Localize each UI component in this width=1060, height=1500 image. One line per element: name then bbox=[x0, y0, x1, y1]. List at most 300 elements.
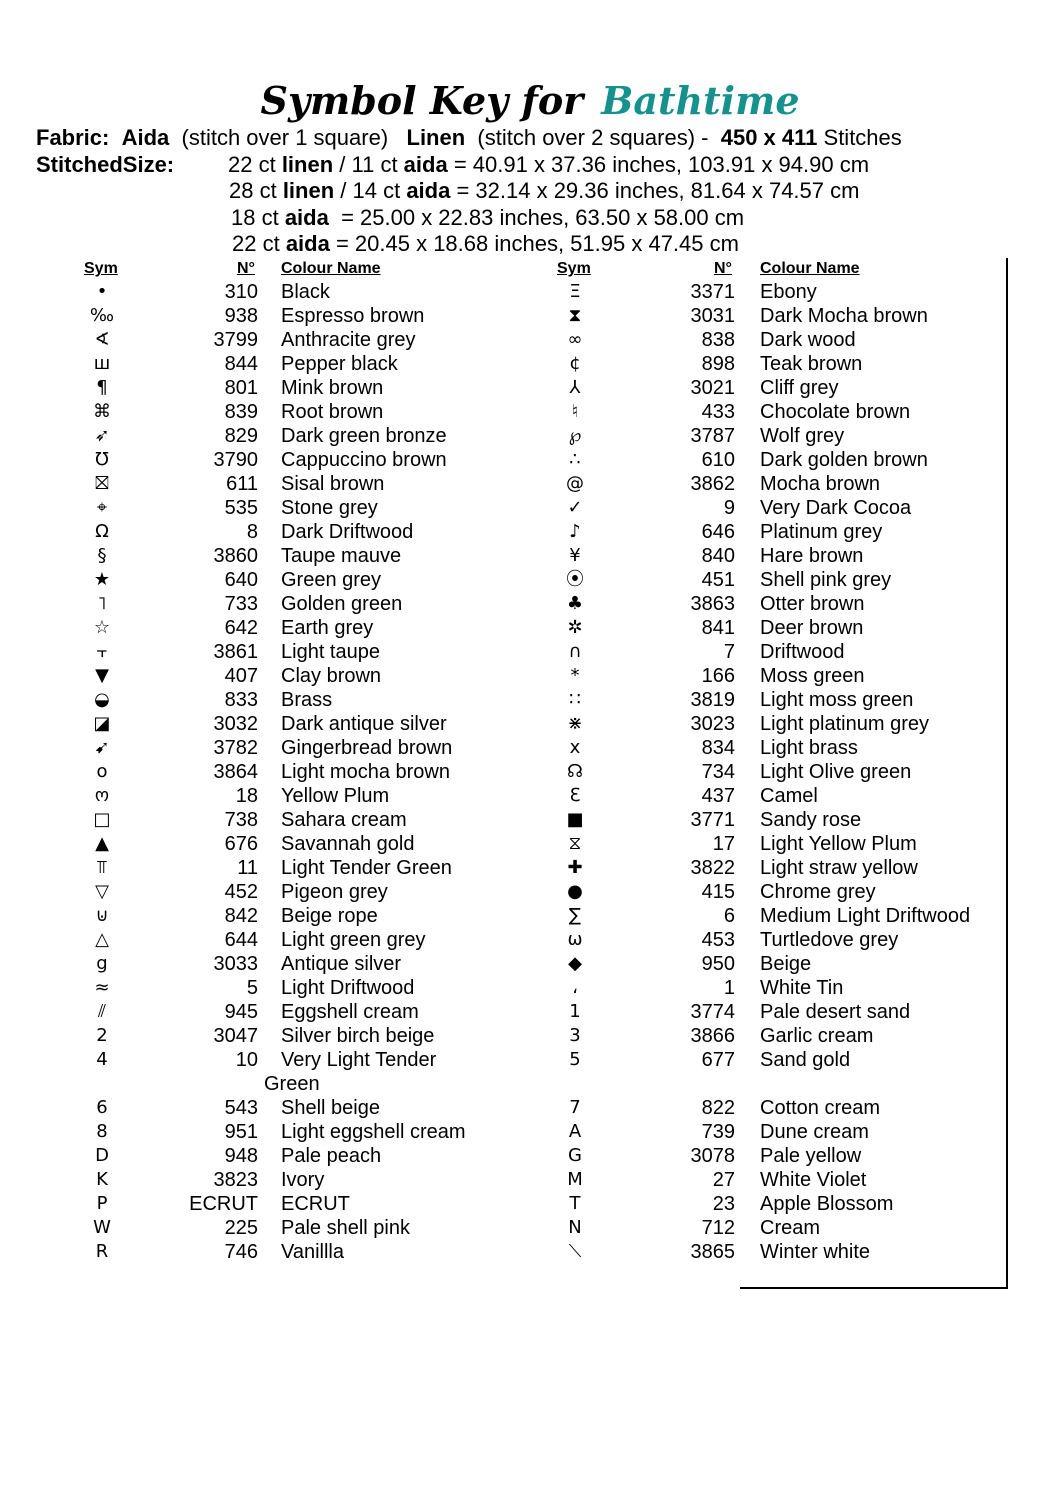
table-row bbox=[0, 784, 1060, 808]
number-left: 3861 bbox=[213, 641, 258, 663]
symbol-right: ♮ bbox=[571, 401, 579, 422]
number-right: 3862 bbox=[690, 473, 735, 495]
table-row bbox=[0, 592, 1060, 616]
symbol-left: P bbox=[96, 1193, 108, 1214]
table-row bbox=[0, 1216, 1060, 1240]
symbol-right: ، bbox=[572, 977, 578, 998]
number-left: 3799 bbox=[213, 329, 258, 351]
symbol-right: ☊ bbox=[567, 761, 583, 782]
fabric-linen: Linen bbox=[406, 125, 466, 150]
symbol-left: ⛝ bbox=[95, 473, 109, 494]
symbol-right: T bbox=[569, 1193, 581, 1214]
stitched-size-line: 28 ct linen / 14 ct aida = 32.14 x 29.36 inches, 81.64 x 74.57 cm bbox=[229, 178, 860, 203]
number-right: 898 bbox=[701, 353, 735, 375]
table-row bbox=[0, 424, 1060, 448]
symbol-left: ≈ bbox=[94, 977, 110, 998]
number-right: 453 bbox=[701, 929, 735, 951]
title-prefix: Symbol Key for bbox=[260, 78, 584, 123]
table-row bbox=[0, 832, 1060, 856]
symbol-left: ∢ bbox=[94, 329, 110, 350]
table-row bbox=[0, 904, 1060, 928]
number-left: 3790 bbox=[213, 449, 258, 471]
symbol-left: ⊍ bbox=[95, 905, 109, 926]
colour-name-right: Turtledove grey bbox=[760, 929, 899, 951]
colour-name-left: Very Light Tender bbox=[281, 1049, 437, 1071]
colour-name-right: Dark wood bbox=[760, 329, 856, 351]
number-right: 834 bbox=[701, 737, 735, 759]
colour-name-left: Eggshell cream bbox=[281, 1001, 419, 1023]
colour-name-right: Light platinum grey bbox=[760, 713, 929, 735]
table-row bbox=[0, 664, 1060, 688]
colour-name-left: Light taupe bbox=[281, 641, 380, 663]
number-right: 3771 bbox=[690, 809, 735, 831]
colour-name-left: Dark antique silver bbox=[281, 713, 447, 735]
number-right: 3865 bbox=[690, 1241, 735, 1263]
colour-name-right: Light straw yellow bbox=[760, 857, 918, 879]
number-left: 3864 bbox=[213, 761, 258, 783]
table-row bbox=[0, 520, 1060, 544]
symbol-left: 2 bbox=[96, 1025, 108, 1046]
number-right: 610 bbox=[701, 449, 735, 471]
colour-name-left: Dark Driftwood bbox=[281, 521, 414, 543]
number-left: 3033 bbox=[213, 953, 258, 975]
page-title bbox=[0, 78, 1060, 124]
stitched-size-line: 22 ct linen / 11 ct aida = 40.91 x 37.36 inches, 103.91 x 94.90 cm bbox=[228, 152, 870, 177]
number-left: 225 bbox=[224, 1217, 258, 1239]
symbol-right: x bbox=[569, 737, 581, 758]
symbol-left: ⌘ bbox=[93, 401, 111, 422]
number-left: 452 bbox=[224, 881, 258, 903]
number-left: 844 bbox=[224, 353, 258, 375]
colour-name-left: Pepper black bbox=[281, 353, 398, 375]
table-row bbox=[0, 952, 1060, 976]
colour-name-left: Dark green bronze bbox=[281, 425, 447, 447]
colour-name-right: Shell pink grey bbox=[760, 569, 892, 591]
colour-name-right: Driftwood bbox=[760, 641, 845, 663]
colour-name-left: Sisal brown bbox=[281, 473, 385, 495]
number-right: 840 bbox=[701, 545, 735, 567]
colour-name-left: ECRUT bbox=[281, 1193, 350, 1215]
header-name-left: Colour Name bbox=[281, 260, 381, 277]
number-right: 646 bbox=[701, 521, 735, 543]
symbol-right: ∞ bbox=[567, 329, 583, 350]
symbol-left: ➶ bbox=[94, 425, 110, 446]
table-row bbox=[0, 928, 1060, 952]
table-row bbox=[0, 712, 1060, 736]
symbol-right: Ξ bbox=[569, 281, 581, 302]
header-name-right: Colour Name bbox=[760, 260, 860, 277]
colour-name-right: Chrome grey bbox=[760, 881, 876, 903]
colour-name-right: White Tin bbox=[760, 977, 844, 999]
symbol-right: ⦿ bbox=[566, 569, 584, 590]
number-right: 451 bbox=[701, 569, 735, 591]
number-left: ECRUT bbox=[189, 1193, 258, 1215]
stitched-size-line: 18 ct aida = 25.00 x 22.83 inches, 63.50 x 58.00 cm bbox=[231, 205, 745, 230]
number-right: 950 bbox=[701, 953, 735, 975]
symbol-right: 7 bbox=[569, 1097, 581, 1118]
number-left: 11 bbox=[237, 857, 258, 879]
colour-name-right: Dune cream bbox=[760, 1121, 869, 1143]
symbol-left: ო bbox=[94, 785, 110, 806]
number-left: 535 bbox=[224, 497, 258, 519]
symbol-right: ⟍ bbox=[568, 1241, 582, 1262]
table-row bbox=[0, 976, 1060, 1000]
number-left: 642 bbox=[224, 617, 258, 639]
number-left: 833 bbox=[224, 689, 258, 711]
symbol-right: ∩ bbox=[568, 641, 582, 662]
number-left: 733 bbox=[224, 593, 258, 615]
number-left: 10 bbox=[235, 1049, 258, 1071]
number-right: 841 bbox=[701, 617, 735, 639]
pattern-name: Bathtime bbox=[601, 78, 800, 123]
symbol-left: ℧ bbox=[95, 449, 109, 470]
table-row bbox=[0, 736, 1060, 760]
colour-name-left: Light eggshell cream bbox=[281, 1121, 466, 1143]
colour-name-right: Cliff grey bbox=[760, 377, 839, 399]
stitches-label: Stitches bbox=[823, 125, 902, 150]
table-row bbox=[0, 304, 1060, 328]
colour-name-left: Light Driftwood bbox=[281, 977, 415, 999]
symbol-left: △ bbox=[95, 929, 109, 950]
table-row bbox=[0, 1240, 1060, 1264]
colour-name-left: Stone grey bbox=[281, 497, 378, 519]
colour-name-left: Sahara cream bbox=[281, 809, 407, 831]
colour-name-right: Wolf grey bbox=[760, 425, 845, 447]
symbol-right: ● bbox=[567, 881, 583, 902]
symbol-right: ■ bbox=[566, 809, 584, 830]
symbol-left: • bbox=[96, 281, 108, 302]
fabric-linen-note: (stitch over 2 squares) - bbox=[477, 125, 709, 150]
symbol-left: § bbox=[97, 545, 107, 566]
number-left: 738 bbox=[224, 809, 258, 831]
colour-name-right: Apple Blossom bbox=[760, 1193, 894, 1215]
colour-name-left: Mink brown bbox=[281, 377, 384, 399]
symbol-left: D bbox=[95, 1145, 109, 1166]
colour-name-left: Light Tender Green bbox=[281, 857, 452, 879]
symbol-right: 1 bbox=[569, 1001, 581, 1022]
colour-name-left: Earth grey bbox=[281, 617, 374, 639]
number-right: 1 bbox=[723, 977, 735, 999]
table-row bbox=[0, 616, 1060, 640]
colour-name-right: Cream bbox=[760, 1217, 821, 1239]
colour-name-right: Mocha brown bbox=[760, 473, 881, 495]
symbol-left: ˥ bbox=[97, 593, 107, 614]
symbol-right: ℇ bbox=[569, 785, 581, 806]
table-row bbox=[0, 448, 1060, 472]
colour-name-left: Taupe mauve bbox=[281, 545, 402, 567]
colour-name-right: Dark golden brown bbox=[760, 449, 928, 471]
number-left: 746 bbox=[224, 1241, 258, 1263]
symbol-left: ш bbox=[93, 353, 111, 374]
number-right: 7 bbox=[723, 641, 735, 663]
number-right: 739 bbox=[701, 1121, 735, 1143]
number-right: 3371 bbox=[690, 281, 735, 303]
colour-name-left: Gingerbread brown bbox=[281, 737, 453, 759]
symbol-left: ◪ bbox=[93, 713, 111, 734]
number-left: 842 bbox=[224, 905, 258, 927]
colour-name-left: Ivory bbox=[281, 1169, 325, 1191]
table-row bbox=[0, 568, 1060, 592]
colour-name-left: Light mocha brown bbox=[281, 761, 450, 783]
colour-name-right: Chocolate brown bbox=[760, 401, 911, 423]
colour-name-right: Beige bbox=[760, 953, 812, 975]
symbol-left: o bbox=[96, 761, 108, 782]
symbol-left: R bbox=[95, 1241, 109, 1262]
header-sym-left: Sym bbox=[84, 260, 118, 277]
number-left: 407 bbox=[224, 665, 258, 687]
number-left: 3782 bbox=[213, 737, 258, 759]
number-right: 677 bbox=[701, 1049, 735, 1071]
table-row bbox=[0, 808, 1060, 832]
symbol-left: ‰ bbox=[89, 305, 115, 326]
symbol-left: ▲ bbox=[95, 833, 109, 854]
symbol-right: M bbox=[567, 1169, 583, 1190]
symbol-left: 6 bbox=[96, 1097, 108, 1118]
symbol-left: ☆ bbox=[93, 617, 111, 638]
number-left: 3032 bbox=[213, 713, 258, 735]
table-row bbox=[0, 352, 1060, 376]
fabric-label: Fabric: bbox=[36, 125, 110, 150]
symbol-left: 4 bbox=[96, 1049, 108, 1070]
colour-name-right: Teak brown bbox=[760, 353, 863, 375]
colour-name-right: Hare brown bbox=[760, 545, 864, 567]
symbol-right: ⧗ bbox=[568, 305, 582, 326]
colour-name-left: Cappuccino brown bbox=[281, 449, 447, 471]
colour-name-right: Winter white bbox=[760, 1241, 871, 1263]
number-right: 3819 bbox=[690, 689, 735, 711]
number-right: 27 bbox=[712, 1169, 735, 1191]
symbol-right: ¢ bbox=[569, 353, 581, 374]
number-left: 3860 bbox=[213, 545, 258, 567]
number-right: 822 bbox=[701, 1097, 735, 1119]
table-row bbox=[0, 856, 1060, 880]
symbol-right: 3 bbox=[569, 1025, 581, 1046]
number-right: 712 bbox=[701, 1217, 735, 1239]
symbol-left: g bbox=[96, 953, 108, 974]
colour-name-right: Medium Light Driftwood bbox=[760, 905, 971, 927]
table-row bbox=[0, 280, 1060, 304]
number-left: 8 bbox=[246, 521, 258, 543]
table-row bbox=[0, 400, 1060, 424]
colour-name-left: Espresso brown bbox=[281, 305, 425, 327]
colour-name-right: Cotton cream bbox=[760, 1097, 881, 1119]
symbol-right: ℘ bbox=[568, 425, 582, 446]
number-right: 3866 bbox=[690, 1025, 735, 1047]
symbol-right: ∷ bbox=[569, 689, 581, 710]
colour-name-right: Dark Mocha brown bbox=[760, 305, 928, 327]
colour-name-right: Garlic cream bbox=[760, 1025, 874, 1047]
colour-name-right: Pale yellow bbox=[760, 1145, 862, 1167]
number-right: 415 bbox=[701, 881, 735, 903]
colour-name-left: Vanillla bbox=[281, 1241, 344, 1263]
colour-name-right: Platinum grey bbox=[760, 521, 883, 543]
number-right: 3078 bbox=[690, 1145, 735, 1167]
colour-name-right: Light Yellow Plum bbox=[760, 833, 917, 855]
table-row bbox=[0, 640, 1060, 664]
colour-name-left: Golden green bbox=[281, 593, 403, 615]
symbol-left: ➹ bbox=[94, 737, 110, 758]
table-row bbox=[0, 1192, 1060, 1216]
number-right: 3822 bbox=[690, 857, 735, 879]
number-right: 734 bbox=[701, 761, 735, 783]
fabric-line bbox=[36, 125, 902, 151]
number-left: 945 bbox=[224, 1001, 258, 1023]
header-sym-right: Sym bbox=[557, 260, 591, 277]
number-right: 17 bbox=[712, 833, 735, 855]
table-row bbox=[0, 688, 1060, 712]
number-left: 640 bbox=[224, 569, 258, 591]
symbol-right: ∴ bbox=[569, 449, 581, 470]
symbol-left: ⫽ bbox=[97, 1001, 107, 1022]
symbol-right: ◆ bbox=[568, 953, 582, 974]
number-left: 839 bbox=[224, 401, 258, 423]
number-left: 644 bbox=[224, 929, 258, 951]
colour-name-left: Shell beige bbox=[281, 1097, 380, 1119]
stitched-size-line: 22 ct aida = 20.45 x 18.68 inches, 51.95 x 47.45 cm bbox=[232, 231, 739, 256]
number-right: 3021 bbox=[690, 377, 735, 399]
colour-name-right: Ebony bbox=[760, 281, 817, 303]
table-row bbox=[0, 1000, 1060, 1024]
symbol-right: ✓ bbox=[567, 497, 583, 518]
symbol-right: ⧖ bbox=[568, 833, 582, 854]
colour-name-left-continued: Green bbox=[264, 1073, 320, 1095]
symbol-left: □ bbox=[93, 809, 111, 830]
number-right: 23 bbox=[712, 1193, 735, 1215]
table-row bbox=[0, 1048, 1060, 1096]
number-left: 310 bbox=[224, 281, 258, 303]
number-right: 6 bbox=[723, 905, 735, 927]
symbol-right: G bbox=[568, 1145, 582, 1166]
number-left: 829 bbox=[224, 425, 258, 447]
number-right: 437 bbox=[701, 785, 735, 807]
number-left: 543 bbox=[224, 1097, 258, 1119]
symbol-left: Ω bbox=[95, 521, 109, 542]
table-row bbox=[0, 544, 1060, 568]
symbol-left: ▽ bbox=[95, 881, 109, 902]
fabric-aida-note: (stitch over 1 square) bbox=[181, 125, 389, 150]
table-row bbox=[0, 1168, 1060, 1192]
colour-name-left: Savannah gold bbox=[281, 833, 415, 855]
number-right: 9 bbox=[723, 497, 735, 519]
symbol-left: K bbox=[96, 1169, 108, 1190]
number-left: 951 bbox=[224, 1121, 258, 1143]
colour-name-right: Otter brown bbox=[760, 593, 865, 615]
colour-name-right: Sand gold bbox=[760, 1049, 851, 1071]
symbol-left: 8 bbox=[96, 1121, 108, 1142]
number-left: 3823 bbox=[213, 1169, 258, 1191]
symbol-left: ▼ bbox=[95, 665, 109, 686]
symbol-right: ω bbox=[567, 929, 583, 950]
number-left: 611 bbox=[226, 473, 258, 495]
colour-name-left: Green grey bbox=[281, 569, 382, 591]
number-right: 3023 bbox=[690, 713, 735, 735]
colour-name-left: Pigeon grey bbox=[281, 881, 388, 903]
bottom-border-line bbox=[740, 1287, 1008, 1289]
colour-name-right: Pale desert sand bbox=[760, 1001, 911, 1023]
number-left: 3047 bbox=[213, 1025, 258, 1047]
table-row bbox=[0, 1024, 1060, 1048]
header-num-right: N° bbox=[714, 260, 732, 277]
number-left: 18 bbox=[235, 785, 258, 807]
colour-name-left: Yellow Plum bbox=[281, 785, 390, 807]
number-right: 3774 bbox=[690, 1001, 735, 1023]
symbol-right: ✚ bbox=[567, 857, 583, 878]
symbol-left: W bbox=[93, 1217, 111, 1238]
colour-name-left: Silver birch beige bbox=[281, 1025, 435, 1047]
symbol-left: ⌖ bbox=[96, 497, 108, 518]
symbol-right: A bbox=[568, 1121, 582, 1142]
colour-name-left: Anthracite grey bbox=[281, 329, 416, 351]
symbol-left: ⫪ bbox=[96, 857, 108, 878]
number-right: 3031 bbox=[690, 305, 735, 327]
colour-name-left: Clay brown bbox=[281, 665, 382, 687]
number-right: 433 bbox=[701, 401, 735, 423]
symbol-right: * bbox=[570, 665, 580, 686]
stitched-size-label: StitchedSize: bbox=[36, 152, 175, 177]
colour-name-right: White Violet bbox=[760, 1169, 867, 1191]
table-row bbox=[0, 1120, 1060, 1144]
colour-name-left: Pale peach bbox=[281, 1145, 382, 1167]
colour-name-left: Antique silver bbox=[281, 953, 402, 975]
table-row bbox=[0, 1096, 1060, 1120]
number-right: 3787 bbox=[690, 425, 735, 447]
colour-name-left: Beige rope bbox=[281, 905, 378, 927]
table-row bbox=[0, 760, 1060, 784]
symbol-right: ⅄ bbox=[569, 377, 581, 398]
symbol-left: ★ bbox=[93, 569, 111, 590]
colour-name-right: Camel bbox=[760, 785, 818, 807]
number-left: 676 bbox=[224, 833, 258, 855]
symbol-right: ♪ bbox=[569, 521, 581, 542]
colour-name-right: Deer brown bbox=[760, 617, 864, 639]
colour-name-left: Brass bbox=[281, 689, 333, 711]
symbol-right: ⋇ bbox=[567, 713, 583, 734]
colour-name-left: Root brown bbox=[281, 401, 384, 423]
number-right: 3863 bbox=[690, 593, 735, 615]
colour-name-right: Light moss green bbox=[760, 689, 914, 711]
symbol-right: @ bbox=[566, 473, 584, 494]
number-left: 948 bbox=[224, 1145, 258, 1167]
symbol-right: 5 bbox=[569, 1049, 581, 1070]
colour-name-right: Sandy rose bbox=[760, 809, 862, 831]
colour-name-right: Light brass bbox=[760, 737, 858, 759]
number-left: 801 bbox=[224, 377, 258, 399]
symbol-right: ¥ bbox=[569, 545, 581, 566]
stitch-count: 450 x 411 bbox=[720, 125, 818, 150]
table-row bbox=[0, 496, 1060, 520]
symbol-right: ♣ bbox=[566, 593, 584, 614]
colour-name-left: Pale shell pink bbox=[281, 1217, 410, 1239]
number-left: 938 bbox=[224, 305, 258, 327]
symbol-right: ∑ bbox=[568, 905, 582, 926]
table-row bbox=[0, 880, 1060, 904]
number-left: 5 bbox=[246, 977, 258, 999]
colour-name-left: Black bbox=[281, 281, 330, 303]
number-right: 166 bbox=[701, 665, 735, 687]
colour-name-right: Very Dark Cocoa bbox=[760, 497, 912, 519]
symbol-key-table bbox=[0, 280, 1060, 1264]
header-num-left: N° bbox=[237, 260, 255, 277]
table-row bbox=[0, 328, 1060, 352]
symbol-right: ✲ bbox=[567, 617, 583, 638]
fabric-aida: Aida bbox=[121, 125, 170, 150]
table-row bbox=[0, 1144, 1060, 1168]
symbol-right: N bbox=[568, 1217, 582, 1238]
table-row bbox=[0, 472, 1060, 496]
symbol-left: ¶ bbox=[96, 377, 108, 398]
number-right: 838 bbox=[701, 329, 735, 351]
symbol-left: ◒ bbox=[94, 689, 110, 710]
